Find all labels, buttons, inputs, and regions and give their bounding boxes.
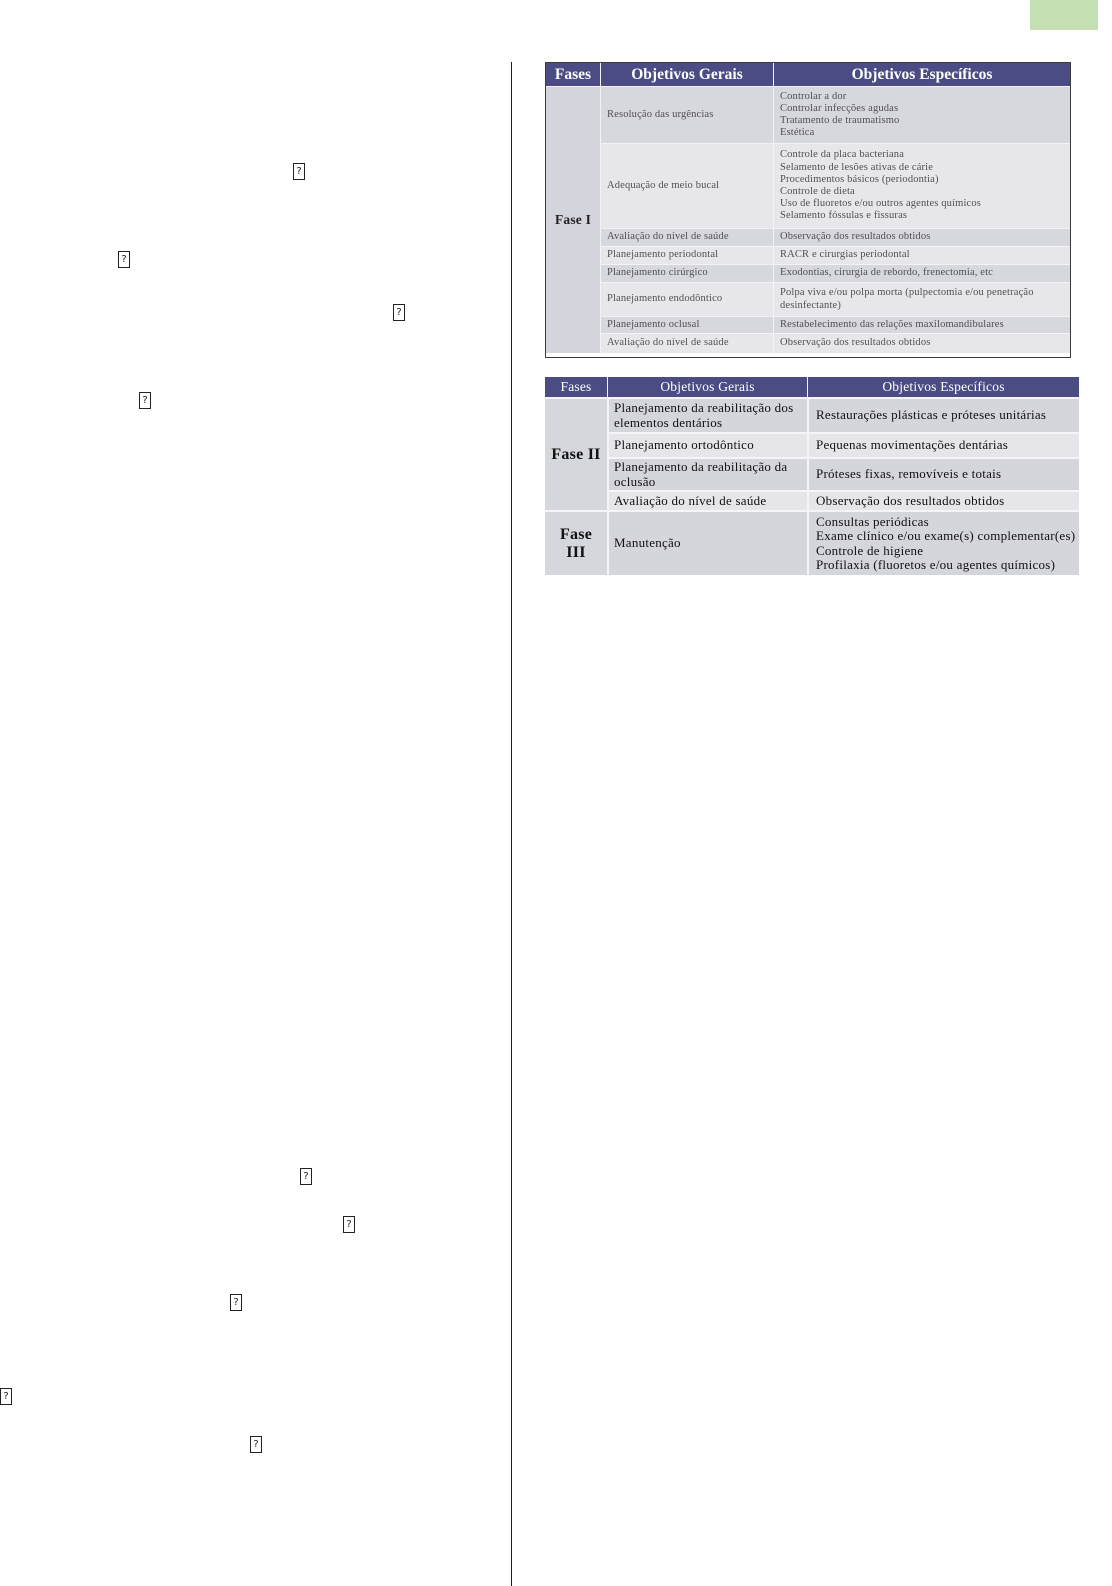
specific-objectives-cell	[773, 143, 1070, 228]
table-row	[545, 432, 1079, 457]
specific-objective: Controle de dieta	[780, 186, 855, 197]
specific-objective: Controle da placa bacteriana	[780, 149, 905, 161]
specific-objectives-cell	[807, 490, 1079, 510]
specific-objective: Próteses fixas, removíveis e totais	[816, 466, 1002, 482]
general-objective: Planejamento cirúrgico	[607, 267, 708, 279]
specific-objectives-cell	[773, 228, 1070, 246]
phase-one-table	[545, 62, 1071, 358]
missing-glyph-icon: ?	[230, 1294, 242, 1311]
table-header-row	[546, 63, 1070, 86]
general-objective-cell	[600, 246, 773, 264]
table-row	[546, 282, 1070, 316]
general-objective-cell	[607, 397, 807, 432]
table-row	[545, 457, 1079, 490]
specific-objectives-cell	[807, 510, 1079, 575]
table-row	[546, 316, 1070, 333]
table-row	[546, 86, 1070, 143]
table-row	[546, 264, 1070, 282]
specific-objective: Observação dos resultados obtidos	[780, 231, 931, 243]
phase-label: Fase III	[559, 525, 593, 561]
specific-objective: Uso de fluoretos e/ou outros agentes químicos	[780, 198, 981, 210]
specific-objective: Observação dos resultados obtidos	[816, 492, 1005, 508]
table-row	[546, 143, 1070, 228]
specific-objective: Controle de higiene	[816, 542, 924, 558]
header-phases: Fases	[545, 377, 607, 397]
specific-objective: Polpa viva e/ou polpa morta (pulpectomia e/ou penetração desinfectante)	[780, 287, 1034, 311]
general-objective: Planejamento periodontal	[607, 249, 719, 261]
specific-objectives-cell	[773, 282, 1070, 316]
general-objective-cell	[607, 490, 807, 510]
specific-objectives-cell	[773, 246, 1070, 264]
general-objective: Avaliação do nível de saúde	[607, 231, 729, 243]
specific-objective: Observação dos resultados obtidos	[780, 337, 931, 349]
header-general-objectives: Objetivos Gerais	[607, 377, 807, 397]
general-objective-cell	[600, 264, 773, 282]
phase-cell	[546, 86, 600, 353]
specific-objective: Controlar a dor	[780, 90, 847, 102]
specific-objectives-cell	[807, 397, 1079, 432]
missing-glyph-icon: ?	[300, 1168, 312, 1185]
table-row	[546, 228, 1070, 246]
table-row	[546, 246, 1070, 264]
specific-objective: Restabelecimento das relações maxilomandibulares	[780, 318, 1004, 330]
specific-objective: Exame clínico e/ou exame(s) complementar(es)	[816, 528, 1076, 544]
header-general-objectives: Objetivos Gerais	[600, 63, 773, 86]
page-accent-tab	[1030, 0, 1098, 30]
general-objective: Adequação de meio bucal	[607, 179, 720, 191]
header-specific-objectives: Objetivos Específicos	[773, 63, 1070, 86]
table-row	[545, 510, 1079, 575]
specific-objective: Selamento fóssulas e fissuras	[780, 210, 908, 222]
column-divider	[511, 62, 512, 1586]
general-objective: Manutenção	[614, 535, 681, 551]
specific-objectives-cell	[807, 432, 1079, 457]
general-objective: Planejamento ortodôntico	[614, 437, 754, 453]
specific-objective: Restaurações plásticas e próteses unitárias	[816, 407, 1047, 423]
general-objective: Resolução das urgências	[607, 108, 714, 120]
header-specific-objectives: Objetivos Específicos	[807, 377, 1079, 397]
general-objective-cell	[600, 228, 773, 246]
missing-glyph-icon: ?	[293, 163, 305, 180]
missing-glyph-icon: ?	[250, 1436, 262, 1453]
specific-objective: Tratamento de traumatismo	[780, 115, 900, 126]
specific-objective: Selamento de lesões ativas de cárie	[780, 161, 934, 173]
phase-cell	[545, 510, 607, 575]
general-objective-cell	[607, 432, 807, 457]
specific-objectives-cell	[773, 264, 1070, 282]
missing-glyph-icon: ?	[0, 1388, 12, 1405]
table-row	[545, 490, 1079, 510]
phase-cell	[545, 397, 607, 510]
general-objective: Avaliação do nível de saúde	[614, 492, 767, 508]
missing-glyph-icon: ?	[343, 1216, 355, 1233]
specific-objectives-cell	[773, 86, 1070, 143]
specific-objectives-cell	[773, 333, 1070, 353]
general-objective-cell	[600, 282, 773, 316]
general-objective: Planejamento da reabilitação dos elementos dentários	[614, 400, 794, 430]
phase-one-table-grid	[546, 63, 1070, 353]
general-objective: Planejamento endodôntico	[607, 293, 723, 305]
general-objective-cell	[600, 333, 773, 353]
specific-objectives-cell	[807, 457, 1079, 490]
general-objective-cell	[607, 457, 807, 490]
phase-label: Fase II	[551, 445, 601, 463]
specific-objective: Estética	[780, 127, 815, 139]
specific-objective: Consultas periódicas	[816, 513, 929, 529]
specific-objective: Controlar infecções agudas	[780, 102, 899, 114]
missing-glyph-icon: ?	[393, 304, 405, 321]
general-objective-cell	[600, 143, 773, 228]
phase-two-three-table	[545, 377, 1079, 575]
specific-objective: Profilaxia (fluoretos e/ou agentes químicos)	[816, 556, 1056, 572]
general-objective: Planejamento da reabilitação da oclusão	[614, 459, 788, 489]
general-objective: Planejamento oclusal	[607, 318, 700, 330]
table-row	[546, 333, 1070, 353]
general-objective: Avaliação do nível de saúde	[607, 337, 729, 349]
general-objective-cell	[607, 510, 807, 575]
specific-objectives-cell	[773, 316, 1070, 333]
specific-objective: Exodontias, cirurgia de rebordo, frenectomia, etc	[780, 267, 993, 279]
table-row	[545, 397, 1079, 432]
specific-objective: Procedimentos básicos (periodontia)	[780, 173, 939, 185]
specific-objective: RACR e cirurgias periodontal	[780, 249, 910, 261]
specific-objective: Pequenas movimentações dentárias	[816, 437, 1009, 453]
phase-label: Fase I	[554, 211, 592, 227]
table-header-row	[545, 377, 1079, 397]
general-objective-cell	[600, 86, 773, 143]
missing-glyph-icon: ?	[118, 251, 130, 268]
header-phases: Fases	[546, 63, 600, 86]
phase-two-three-table-grid	[545, 377, 1079, 575]
missing-glyph-icon: ?	[139, 392, 151, 409]
general-objective-cell	[600, 316, 773, 333]
